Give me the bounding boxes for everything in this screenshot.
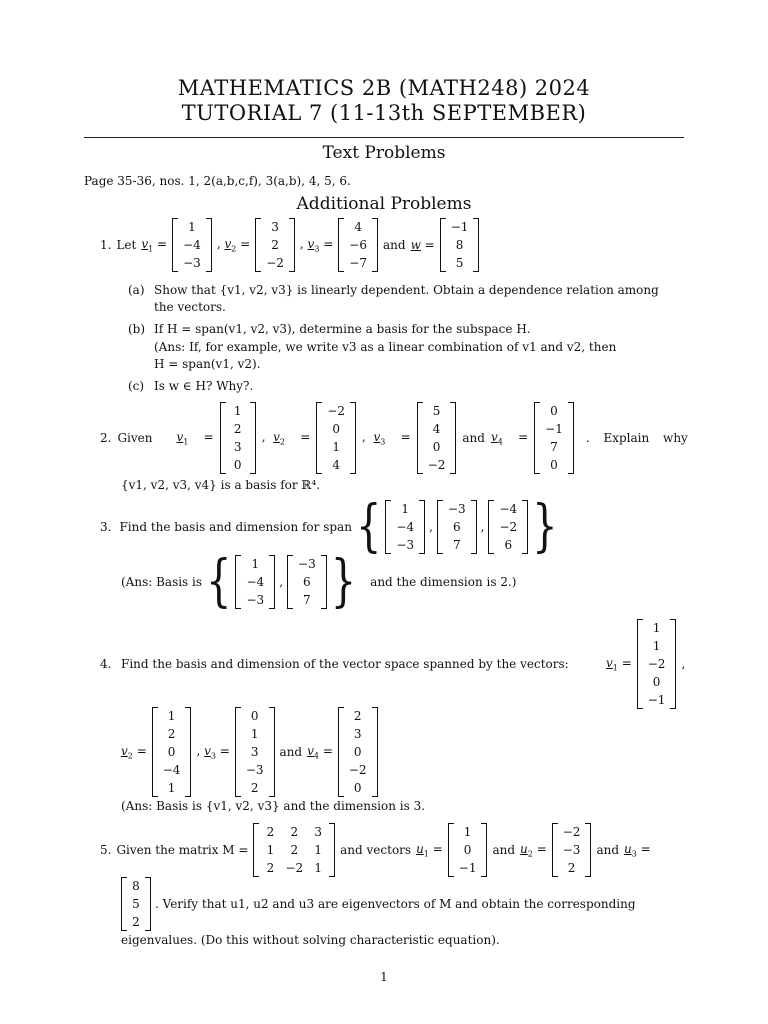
v1-label: $v_1$ =	[606, 655, 632, 673]
problem-3-answer-prefix: (Ans: Basis is	[121, 575, 203, 589]
problem-5-statement	[100, 823, 651, 877]
problem-2-statement	[100, 402, 688, 474]
v1-label: $v_1$ =	[176, 429, 214, 447]
title-line-1: MATHEMATICS 2B (MATH248) 2024	[177, 76, 591, 100]
right-brace: }	[330, 549, 357, 615]
additional-problems-heading: Additional Problems	[296, 194, 472, 214]
vector-u2: −2 −3 2	[552, 823, 592, 877]
problem-1-number: 1.	[100, 238, 112, 252]
problem-1-let: Let	[116, 238, 137, 252]
problem-3-answer	[121, 549, 517, 615]
v3-label: , $v_3$ =	[196, 743, 230, 761]
and-word: and	[462, 431, 485, 445]
and-word: and	[279, 745, 303, 759]
and-word: and	[492, 843, 516, 857]
comma: ,	[279, 575, 284, 589]
text-problems-pages: Page 35-36, nos. 1, 2(a,b,c,f), 3(a,b), 4, 5, 6.	[84, 174, 351, 188]
problem-1a-label: (a)	[128, 283, 145, 297]
vector-v1: 1 1 −2 0 −1	[637, 619, 677, 709]
left-brace: {	[355, 494, 382, 560]
comma: ,	[681, 657, 686, 671]
problem-3-statement	[100, 494, 558, 560]
problem-3-answer-suffix: and the dimension is 2.)	[370, 575, 517, 589]
problem-2-line-2: {v1, v2, v3, v4} is a basis for ℝ⁴.	[121, 478, 321, 492]
vector-v4: 0 −1 7 0	[534, 402, 574, 474]
span-vector-3: −4 −2 6	[488, 500, 528, 554]
problem-4-text: Find the basis and dimension of the vector space spanned by the vectors:	[121, 657, 569, 671]
page-number: 1	[380, 970, 388, 984]
problem-4-number: 4.	[100, 657, 112, 671]
v4-label: $v_4$ =	[490, 429, 529, 447]
text-problems-heading: Text Problems	[322, 143, 446, 163]
v2-label: , $v_2$ =	[261, 429, 311, 447]
problem-5-line-3: eigenvalues. (Do this without solving characteristic equation).	[121, 933, 500, 947]
left-brace: {	[206, 549, 232, 615]
v3-label: , $v_3$ =	[299, 236, 334, 254]
vector-v3: 4 −6 −7	[338, 218, 378, 272]
vector-v2: −2 0 1 4	[316, 402, 356, 474]
and-word: and	[383, 238, 406, 252]
vector-v1: 1 −4 −3	[172, 218, 212, 272]
vector-v4: 2 3 0 −2 0	[338, 707, 378, 797]
problem-2-number: 2.	[100, 431, 112, 445]
problem-1b-text: If H = span(v1, v2, v3), determine a basis for the subspace H.	[154, 322, 531, 336]
v2-label: $v_2$ =	[121, 743, 147, 761]
w-label: w =	[410, 238, 435, 252]
span-vector-1: 1 −4 −3	[385, 500, 425, 554]
title-rule	[84, 137, 684, 138]
and-vectors: and vectors	[340, 843, 412, 857]
problem-5-number: 5.	[100, 843, 112, 857]
vector-v2: 1 2 0 −4 1	[152, 707, 192, 797]
problem-2-given: Given	[117, 431, 153, 445]
u3-label: $u_3$ =	[624, 841, 651, 859]
and-word: and	[596, 843, 620, 857]
problem-1c-text: Is w ∈ H? Why?.	[154, 379, 254, 393]
problem-5-verify: . Verify that u1, u2 and u3 are eigenvectors of M and obtain the corresponding	[155, 897, 636, 911]
problem-1b-answer-1: (Ans: If, for example, we write v3 as a linear combination of v1 and v2, then	[154, 340, 617, 354]
problem-2-explain: . Explain why	[585, 431, 688, 445]
problem-5-line-2	[121, 877, 636, 931]
u2-label: $u_2$ =	[520, 841, 547, 859]
comma: ,	[480, 520, 485, 534]
vector-v3: 0 1 3 −3 2	[235, 707, 275, 797]
right-brace: }	[532, 494, 558, 560]
problem-1a-text: Show that {v1, v2, v3} is linearly dependent. Obtain a dependence relation among	[154, 283, 659, 297]
vector-u1: 1 0 −1	[448, 823, 488, 877]
title-line-2: TUTORIAL 7 (11-13th SEPTEMBER)	[181, 101, 587, 125]
problem-5-given: Given the matrix M =	[116, 843, 249, 857]
problem-1b-answer-2: H = span(v1, v2).	[154, 357, 261, 371]
problem-1a-text-2: the vectors.	[154, 300, 226, 314]
problem-4-answer: (Ans: Basis is {v1, v2, v3} and the dimension is 3.	[121, 799, 426, 813]
vector-w: −1 8 5	[440, 218, 480, 272]
vector-v2: 3 2 −2	[255, 218, 295, 272]
basis-vector-2: −3 6 7	[287, 555, 327, 609]
matrix-M: 2 1 2 2 2 −2 3 1 1	[253, 823, 335, 877]
v3-label: , $v_3$ =	[362, 429, 411, 447]
basis-vector-1: 1 −4 −3	[235, 555, 275, 609]
problem-1-statement	[100, 218, 479, 272]
v1-label: $v_1$ =	[141, 236, 168, 254]
problem-1b-label: (b)	[128, 322, 146, 336]
problem-4-vectors	[121, 707, 378, 797]
vector-v1: 1 2 3 0	[220, 402, 256, 474]
v2-label: , $v_2$ =	[216, 236, 251, 254]
v4-label: $v_4$ =	[307, 743, 333, 761]
problem-4-v1	[606, 619, 685, 709]
vector-u3: 8 5 2	[121, 877, 151, 931]
problem-3-text: Find the basis and dimension for span	[119, 520, 352, 534]
problem-1c-label: (c)	[128, 379, 145, 393]
span-vector-2: −3 6 7	[437, 500, 477, 554]
vector-v3: 5 4 0 −2	[417, 402, 457, 474]
problem-3-number: 3.	[100, 520, 112, 534]
u1-label: $u_1$ =	[416, 841, 443, 859]
comma: ,	[429, 520, 433, 534]
